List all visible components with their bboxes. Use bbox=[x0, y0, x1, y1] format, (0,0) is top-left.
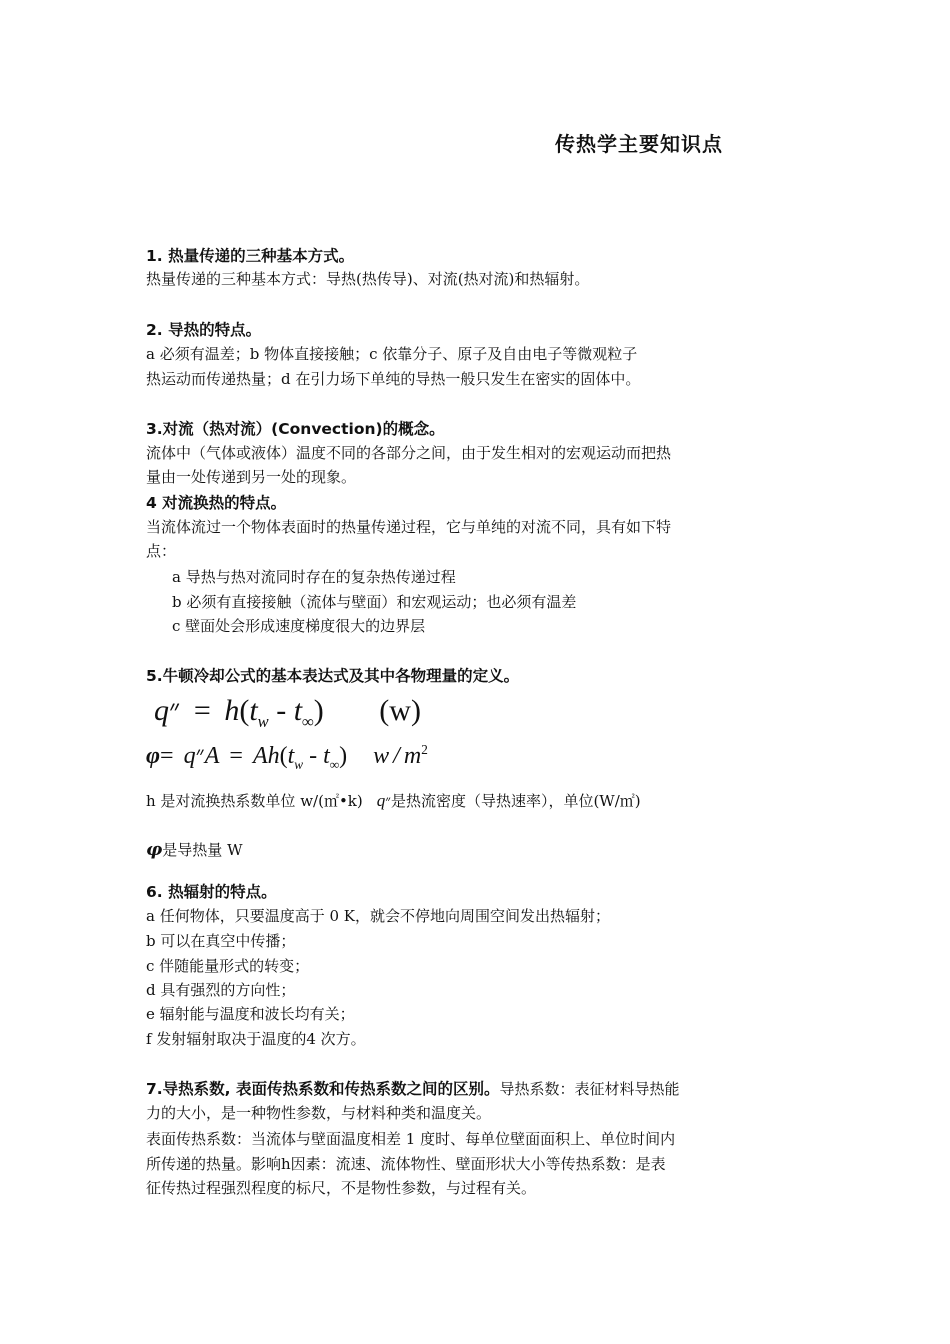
eq2-equals-2: = bbox=[229, 743, 243, 769]
eq1-t-w: t bbox=[249, 694, 258, 727]
eq2-sub-w: w bbox=[294, 756, 304, 772]
section-7-heading: 7.导热系数, 表面传热系数和传热系数之间的区别。 bbox=[146, 1080, 500, 1098]
eq2-phi: φ bbox=[146, 743, 161, 769]
section-6-item-d: d 具有强烈的方向性； bbox=[146, 981, 296, 999]
eq2-q: q bbox=[183, 743, 196, 769]
section-1-line-1: 热量传递的三种基本方式：导热(热传导)、对流(热对流)和热辐射。 bbox=[146, 270, 590, 288]
heat-flow-equation bbox=[146, 742, 428, 773]
eq1-h: h bbox=[224, 694, 240, 727]
section-3-heading: 3.对流（热对流）(Convection)的概念。 bbox=[146, 420, 445, 438]
eq2-unit-m: m bbox=[403, 743, 422, 769]
definition-h-line bbox=[146, 789, 641, 813]
eq1-q-mark: ״ bbox=[169, 694, 181, 727]
section-4-item-a: a 导热与热对流同时存在的复杂热传递过程 bbox=[172, 568, 456, 586]
section-4-item-b: b 必须有直接接触（流体与壁面）和宏观运动；也必须有温差 bbox=[172, 593, 577, 611]
eq1-equals: = bbox=[193, 694, 211, 727]
eq2-sub-inf: ∞ bbox=[329, 756, 340, 772]
section-3-line-2: 量由一处传递到另一处的现象。 bbox=[146, 468, 357, 486]
eq2-A: A bbox=[204, 743, 220, 769]
definition-q: 是热流密度（导热速率），单位(W/㎡) bbox=[390, 792, 641, 810]
eq1-t-inf: t bbox=[293, 694, 303, 727]
newton-cooling-equation bbox=[154, 694, 421, 732]
section-7-line-5: 征传热过程强烈程度的标尺，不是物性参数，与过程有关。 bbox=[146, 1179, 537, 1197]
section-5-heading: 5.牛顿冷却公式的基本表达式及其中各物理量的定义。 bbox=[146, 667, 520, 685]
eq2-t-inf: t bbox=[323, 743, 330, 769]
section-2-heading: 2. 导热的特点。 bbox=[146, 321, 262, 339]
definition-q-symbol: q bbox=[376, 791, 386, 810]
eq1-paren-close: ) bbox=[313, 694, 324, 727]
section-3-line-1: 流体中（气体或液体）温度不同的各部分之间，由于发生相对的宏观运动而把热 bbox=[146, 444, 672, 462]
section-6-item-e: e 辐射能与温度和波长均有关； bbox=[146, 1005, 355, 1023]
section-4-item-c: c 壁面处会形成速度梯度很大的边界层 bbox=[172, 617, 426, 635]
definition-phi: 是导热量 W bbox=[162, 841, 243, 859]
eq2-Ah: Ah bbox=[252, 743, 280, 769]
eq2-paren-close: ) bbox=[339, 743, 348, 769]
eq2-minus: - bbox=[309, 743, 318, 769]
section-4-line-2: 点： bbox=[146, 542, 177, 560]
section-6-item-b: b 可以在真空中传播； bbox=[146, 932, 296, 950]
eq2-equals: = bbox=[160, 743, 174, 769]
eq1-q: q bbox=[154, 694, 169, 727]
section-6-item-a: a 任何物体，只要温度高于 0 K，就会不停地向周围空间发出热辐射； bbox=[146, 907, 610, 925]
eq1-sub-w: w bbox=[257, 712, 269, 731]
section-6-heading: 6. 热辐射的特点。 bbox=[146, 883, 277, 901]
eq2-q-mark: ״ bbox=[195, 743, 205, 769]
definition-q-mark: ״ bbox=[385, 792, 391, 810]
eq1-paren-open: ( bbox=[239, 694, 250, 727]
section-1-heading: 1. 热量传递的三种基本方式。 bbox=[146, 247, 355, 265]
page-title: 传热学主要知识点 bbox=[555, 132, 723, 156]
section-2-line-1: a 必须有温差；b 物体直接接触；c 依靠分子、原子及自由电子等微观粒子 bbox=[146, 345, 638, 363]
definition-phi-line bbox=[146, 838, 242, 862]
section-2-line-2: 热运动而传递热量；d 在引力场下单纯的导热一般只发生在密实的固体中。 bbox=[146, 370, 641, 388]
section-6-item-c: c 伴随能量形式的转变； bbox=[146, 957, 310, 975]
section-7-line-4: 所传递的热量。影响h因素：流速、流体物性、壁面形状大小等传热系数：是表 bbox=[146, 1155, 666, 1173]
eq2-unit-w: w bbox=[373, 743, 390, 769]
section-7-line-1 bbox=[146, 1077, 679, 1101]
eq2-unit-slash: / bbox=[393, 743, 400, 769]
section-6-item-f: f 发射辐射取决于温度的4 次方。 bbox=[146, 1030, 366, 1048]
eq1-minus: - bbox=[276, 694, 287, 727]
eq2-paren-open: ( bbox=[279, 743, 288, 769]
definition-phi-symbol: φ bbox=[146, 839, 163, 860]
eq1-unit: (w) bbox=[379, 694, 421, 727]
eq2-unit-sup: 2 bbox=[421, 742, 428, 757]
section-4-line-1: 当流体流过一个物体表面时的热量传递过程，它与单纯的对流不同，具有如下特 bbox=[146, 518, 672, 536]
section-4-heading: 4 对流换热的特点。 bbox=[146, 494, 287, 512]
section-7-tail: 导热系数：表征材料导热能 bbox=[499, 1080, 680, 1098]
definition-h: h 是对流换热系数单位 w/(㎡•k) bbox=[146, 792, 363, 810]
section-7-line-3: 表面传热系数：当流体与壁面温度相差 1 度时、每单位壁面面积上、单位时间内 bbox=[146, 1130, 676, 1148]
eq2-t-w: t bbox=[287, 743, 295, 769]
eq1-sub-inf: ∞ bbox=[302, 712, 314, 731]
section-7-line-2: 力的大小，是一种物性参数，与材料种类和温度关。 bbox=[146, 1104, 492, 1122]
